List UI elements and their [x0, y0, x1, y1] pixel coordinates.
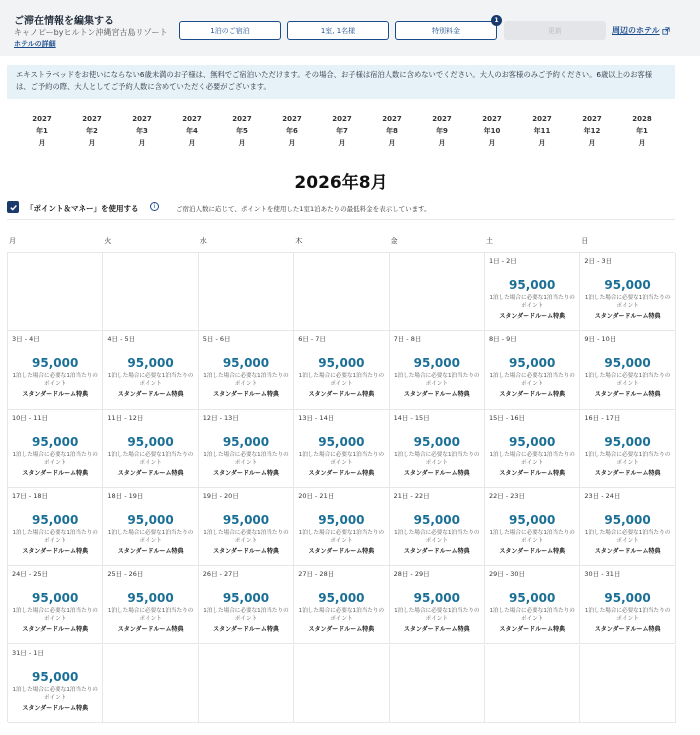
calendar-empty-cell [580, 645, 675, 723]
stay-date-range: 9日 - 10日 [584, 335, 617, 344]
calendar-day-cell[interactable] [580, 410, 675, 488]
stay-date-range: 17日 - 18日 [12, 491, 49, 500]
calendar-day-cell[interactable] [199, 410, 294, 488]
points-per-night-note: 1泊した場合に必要な1泊当たりのポイント [12, 373, 98, 388]
weekday-label: 土 [486, 237, 493, 245]
points-per-night-note: 1泊した場合に必要な1泊当たりのポイント [298, 451, 385, 466]
nights-selector-label: 1泊のご宿泊 [210, 26, 250, 35]
weekday-label: 月 [9, 237, 16, 245]
points-price: 95,000 [32, 512, 79, 527]
stay-edit-title: ご滞在情報を編集する [14, 16, 114, 27]
stay-date-range: 31日 - 1日 [12, 648, 44, 657]
room-type-label: スタンダードルーム特典 [403, 391, 470, 399]
points-price: 95,000 [604, 434, 651, 449]
points-price: 95,000 [32, 669, 79, 684]
nearby-hotels-link[interactable] [612, 25, 670, 36]
calendar-day-cell[interactable] [580, 331, 675, 409]
stay-date-range: 8日 - 9日 [489, 335, 517, 344]
points-price: 95,000 [127, 356, 174, 371]
external-link-icon [662, 27, 670, 35]
month-nav-year: 2027 [282, 115, 302, 123]
month-navigation [22, 113, 672, 153]
stay-date-range: 23日 - 24日 [584, 491, 621, 500]
room-type-label: スタンダードルーム特典 [403, 626, 470, 634]
stay-edit-bar [0, 0, 700, 56]
room-type-label: スタンダードルーム特典 [308, 547, 375, 555]
month-nav-suffix: 月 [238, 139, 246, 147]
points-per-night-note: 1泊した場合に必要な1泊当たりのポイント [12, 686, 98, 701]
month-nav-item[interactable] [222, 113, 262, 149]
month-nav-suffix: 月 [88, 139, 96, 147]
calendar-day-cell[interactable] [294, 410, 389, 488]
room-type-label: スタンダードルーム特典 [117, 547, 184, 555]
points-price: 95,000 [604, 278, 651, 292]
month-nav-month: 年2 [86, 127, 98, 135]
room-type-label: スタンダードルーム特典 [213, 547, 279, 555]
calendar-day-cell[interactable] [294, 566, 389, 644]
month-nav-year: 2028 [632, 115, 652, 123]
points-per-night-note: 1泊した場合に必要な1泊当たりのポイント [12, 451, 98, 466]
points-per-night-note: 1泊した場合に必要な1泊当たりのポイント [394, 451, 480, 466]
month-nav-item[interactable] [472, 113, 512, 149]
calendar-day-cell[interactable] [485, 566, 580, 644]
month-nav-year: 2027 [382, 115, 402, 123]
calendar-day-cell[interactable] [103, 331, 198, 409]
calendar-day-cell[interactable] [199, 566, 294, 644]
points-price: 95,000 [318, 356, 365, 371]
room-type-label: スタンダードルーム特典 [499, 547, 566, 555]
calendar-day-cell[interactable] [8, 410, 103, 488]
room-type-label: スタンダードルーム特典 [117, 626, 184, 634]
stay-date-range: 26日 - 27日 [202, 570, 239, 579]
points-price: 95,000 [509, 512, 556, 527]
month-nav-item[interactable] [572, 113, 612, 149]
stay-date-range: 7日 - 8日 [393, 335, 422, 344]
points-per-night-note: 1泊した場合に必要な1泊当たりのポイント [203, 529, 289, 544]
month-nav-year: 2027 [232, 115, 252, 123]
room-type-label: スタンダードルーム特典 [403, 547, 470, 555]
points-per-night-note: 1泊した場合に必要な1泊当たりのポイント [584, 529, 671, 544]
month-nav-month: 年7 [336, 127, 348, 135]
points-money-checkbox[interactable] [7, 201, 19, 213]
nights-selector-button[interactable] [179, 21, 281, 40]
stay-date-range: 5日 - 6日 [202, 335, 231, 344]
calendar-day-cell[interactable] [103, 566, 198, 644]
month-nav-item[interactable] [522, 113, 562, 149]
calendar-empty-cell [294, 253, 389, 331]
points-price: 95,000 [509, 356, 556, 371]
calendar-day-cell[interactable] [103, 410, 198, 488]
points-price: 95,000 [509, 434, 556, 449]
points-per-night-note: 1泊した場合に必要な1泊当たりのポイント [584, 608, 671, 623]
room-type-label: スタンダードルーム特典 [594, 626, 661, 634]
stay-date-range: 19日 - 20日 [202, 491, 239, 500]
points-per-night-note: 1泊した場合に必要な1泊当たりのポイント [298, 373, 385, 388]
points-per-night-note: 1泊した場合に必要な1泊当たりのポイント [298, 608, 385, 623]
month-nav-item[interactable] [422, 113, 462, 149]
calendar-day-cell[interactable] [580, 253, 675, 331]
calendar-day-cell[interactable] [8, 566, 103, 644]
rooms-guests-label: 1室, 1名様 [320, 26, 356, 35]
month-nav-suffix: 月 [488, 139, 496, 147]
room-type-label: スタンダードルーム特典 [594, 547, 661, 555]
points-price: 95,000 [604, 356, 651, 371]
month-nav-year: 2027 [482, 115, 502, 123]
stay-date-range: 3日 - 4日 [12, 335, 40, 344]
calendar-empty-cell [199, 645, 294, 723]
month-nav-suffix: 月 [338, 139, 346, 147]
hotel-name: キャノピーbyヒルトン沖縄宮古島リゾート [14, 28, 168, 37]
points-price: 95,000 [127, 434, 174, 449]
month-nav-item[interactable] [372, 113, 412, 149]
special-rate-button[interactable] [395, 17, 499, 40]
points-price: 95,000 [32, 591, 79, 606]
month-nav-item[interactable] [72, 113, 112, 149]
points-per-night-note: 1泊した場合に必要な1泊当たりのポイント [489, 373, 575, 388]
calendar-day-cell[interactable] [294, 488, 389, 566]
calendar-empty-cell [485, 645, 580, 723]
room-type-label: スタンダードルーム特典 [22, 391, 89, 399]
month-nav-year: 2027 [582, 115, 602, 123]
stay-date-range: 28日 - 29日 [393, 570, 430, 579]
points-per-night-note: 1泊した場合に必要な1泊当たりのポイント [394, 529, 480, 544]
points-per-night-note: 1泊した場合に必要な1泊当たりのポイント [489, 295, 575, 309]
points-per-night-note: 1泊した場合に必要な1泊当たりのポイント [394, 608, 480, 623]
points-price: 95,000 [509, 591, 556, 606]
stay-date-range: 22日 - 23日 [489, 491, 526, 500]
points-price: 95,000 [509, 278, 556, 292]
month-nav-year: 2027 [182, 115, 202, 123]
room-type-label: スタンダードルーム特典 [594, 313, 661, 320]
calendar-day-cell[interactable] [390, 331, 485, 409]
month-nav-item[interactable] [272, 113, 312, 149]
month-nav-item[interactable] [322, 113, 362, 149]
month-nav-month: 年1 [636, 127, 648, 135]
points-per-night-note: 1泊した場合に必要な1泊当たりのポイント [107, 529, 194, 544]
room-type-label: スタンダードルーム特典 [499, 469, 566, 477]
points-per-night-note: 1泊した場合に必要な1泊当たりのポイント [489, 451, 575, 466]
points-price: 95,000 [318, 591, 365, 606]
points-per-night-note: 1泊した場合に必要な1泊当たりのポイント [107, 608, 194, 623]
month-nav-suffix: 月 [388, 139, 396, 147]
room-type-label: スタンダードルーム特典 [403, 469, 470, 477]
points-per-night-note: 1泊した場合に必要な1泊当たりのポイント [203, 373, 289, 388]
month-nav-suffix: 月 [38, 139, 46, 147]
points-price: 95,000 [32, 356, 79, 371]
stay-date-range: 12日 - 13日 [202, 413, 239, 422]
points-per-night-note: 1泊した場合に必要な1泊当たりのポイント [489, 529, 575, 544]
points-price: 95,000 [222, 512, 270, 527]
points-per-night-note: 1泊した場合に必要な1泊当たりのポイント [584, 373, 671, 388]
month-nav-item[interactable] [122, 113, 162, 149]
month-nav-item[interactable] [172, 113, 212, 149]
points-price: 95,000 [413, 356, 460, 371]
stay-date-range: 10日 - 11日 [12, 413, 49, 422]
points-price: 95,000 [413, 434, 460, 449]
room-type-label: スタンダードルーム特典 [308, 469, 375, 477]
calendar-day-cell[interactable] [390, 566, 485, 644]
month-nav-year: 2027 [332, 115, 352, 123]
stay-date-range: 21日 - 22日 [393, 491, 430, 500]
stay-date-range: 6日 - 7日 [298, 335, 326, 344]
stay-date-range: 13日 - 14日 [298, 413, 335, 422]
points-per-night-note: 1泊した場合に必要な1泊当たりのポイント [394, 373, 480, 388]
month-nav-year: 2027 [132, 115, 152, 123]
update-button-label: 更新 [548, 26, 562, 35]
month-nav-suffix: 月 [188, 139, 196, 147]
stay-date-range: 18日 - 19日 [107, 491, 144, 500]
month-nav-item[interactable] [22, 113, 62, 149]
month-nav-item[interactable] [622, 113, 662, 149]
calendar-day-cell[interactable] [390, 488, 485, 566]
room-type-label: スタンダードルーム特典 [308, 391, 375, 399]
special-rate-count-badge: 1 [491, 15, 502, 26]
stay-date-range: 30日 - 31日 [584, 570, 621, 579]
room-type-label: スタンダードルーム特典 [308, 626, 375, 634]
points-price: 95,000 [413, 512, 460, 527]
calendar-day-cell[interactable] [199, 488, 294, 566]
room-type-label: スタンダードルーム特典 [499, 391, 566, 399]
points-price: 95,000 [127, 591, 174, 606]
special-rate-label: 特別料金 [432, 26, 460, 35]
month-nav-month: 年8 [386, 127, 398, 135]
room-type-label: スタンダードルーム特典 [594, 391, 661, 399]
points-price: 95,000 [222, 356, 270, 371]
calendar-day-cell[interactable] [294, 331, 389, 409]
stay-date-range: 2日 - 3日 [584, 257, 613, 265]
points-price: 95,000 [604, 591, 651, 606]
calendar-grid [7, 252, 675, 722]
calendar-day-cell[interactable] [8, 331, 103, 409]
month-nav-year: 2027 [32, 115, 52, 123]
room-type-label: スタンダードルーム特典 [117, 469, 184, 477]
room-type-label: スタンダードルーム特典 [117, 391, 184, 399]
stay-date-range: 15日 - 16日 [489, 413, 526, 422]
child-policy-banner: エキストラベッドをお使いにならない6歳未満のお子様は、無料でご宿泊いただけます。その場合、お子様は宿泊人数に含めないでください。大人のお客様のみご予約ください。6歳以上のお客様は、ご予約の際、大人としてご予約人数に含めていただく必要がございます。 [7, 65, 675, 99]
weekday-label: 火 [104, 237, 112, 245]
month-nav-year: 2027 [532, 115, 552, 123]
calendar-empty-cell [390, 645, 485, 723]
points-money-label: 「ポイント＆マネー」を使用する [26, 204, 139, 213]
points-money-description: ご宿泊人数に応じて、ポイントを使用した1室1泊あたりの最低料金を表示しています。 [176, 205, 431, 213]
calendar-day-cell[interactable] [580, 488, 675, 566]
calendar-day-cell[interactable] [485, 253, 580, 331]
stay-date-range: 1日 - 2日 [489, 257, 517, 265]
points-price: 95,000 [127, 512, 174, 527]
points-per-night-note: 1泊した場合に必要な1泊当たりのポイント [12, 608, 98, 623]
stay-date-range: 4日 - 5日 [107, 335, 136, 344]
calendar-empty-cell [199, 253, 294, 331]
rooms-guests-selector-button[interactable] [287, 21, 389, 40]
calendar-day-cell[interactable] [485, 410, 580, 488]
month-nav-month: 年5 [236, 127, 248, 135]
weekday-label: 金 [390, 237, 398, 245]
room-type-label: スタンダードルーム特典 [22, 469, 89, 477]
stay-date-range: 16日 - 17日 [584, 413, 621, 422]
calendar-day-cell[interactable] [390, 410, 485, 488]
month-nav-month: 年11 [533, 127, 551, 135]
points-price: 95,000 [318, 434, 365, 449]
month-nav-suffix: 月 [588, 139, 596, 147]
stay-date-range: 14日 - 15日 [393, 413, 430, 422]
calendar-empty-cell [8, 253, 103, 331]
info-icon[interactable]: i [150, 202, 159, 211]
calendar-day-cell[interactable] [580, 566, 675, 644]
weekday-label: 木 [295, 237, 303, 245]
month-nav-month: 年9 [436, 127, 448, 135]
points-per-night-note: 1泊した場合に必要な1泊当たりのポイント [489, 608, 575, 623]
month-nav-suffix: 月 [288, 139, 296, 147]
room-type-label: スタンダードルーム特典 [213, 391, 279, 399]
room-type-label: スタンダードルーム特典 [499, 313, 566, 320]
points-per-night-note: 1泊した場合に必要な1泊当たりのポイント [203, 608, 289, 623]
month-nav-suffix: 月 [538, 139, 546, 147]
points-price: 95,000 [604, 512, 651, 527]
weekday-label: 水 [199, 237, 207, 245]
points-per-night-note: 1泊した場合に必要な1泊当たりのポイント [584, 295, 671, 309]
points-price: 95,000 [222, 434, 270, 449]
calendar-day-cell[interactable] [8, 488, 103, 566]
calendar-empty-cell [103, 253, 198, 331]
month-nav-suffix: 月 [138, 139, 146, 147]
checkmark-icon [9, 203, 18, 212]
points-per-night-note: 1泊した場合に必要な1泊当たりのポイント [584, 451, 671, 466]
stay-date-range: 27日 - 28日 [298, 570, 335, 579]
hotel-details-link[interactable]: ホテルの詳細 [14, 40, 56, 48]
room-type-label: スタンダードルーム特典 [499, 626, 566, 634]
calendar-day-cell[interactable] [103, 488, 198, 566]
room-type-label: スタンダードルーム特典 [22, 626, 89, 634]
stay-date-range: 20日 - 21日 [298, 491, 335, 500]
room-type-label: スタンダードルーム特典 [22, 547, 89, 555]
points-price: 95,000 [32, 434, 79, 449]
room-type-label: スタンダードルーム特典 [213, 469, 279, 477]
month-nav-month: 年1 [36, 127, 48, 135]
points-per-night-note: 1泊した場合に必要な1泊当たりのポイント [107, 373, 194, 388]
calendar-empty-cell [294, 645, 389, 723]
weekday-label: 日 [581, 237, 589, 245]
points-per-night-note: 1泊した場合に必要な1泊当たりのポイント [203, 451, 289, 466]
stay-date-range: 24日 - 25日 [12, 570, 49, 579]
month-nav-month: 年6 [286, 127, 298, 135]
calendar-month-title: 2026年8月 [294, 173, 388, 193]
calendar-day-cell[interactable] [8, 645, 103, 723]
update-button[interactable] [504, 21, 606, 40]
calendar-day-cell[interactable] [485, 488, 580, 566]
stay-date-range: 11日 - 12日 [107, 413, 144, 422]
month-nav-suffix: 月 [438, 139, 446, 147]
calendar-day-cell[interactable] [199, 331, 294, 409]
month-nav-month: 年3 [136, 127, 148, 135]
calendar-empty-cell [390, 253, 485, 331]
weekday-header-row [7, 236, 675, 246]
nearby-hotels-label: 周辺のホテル [612, 26, 660, 35]
month-nav-month: 年4 [186, 127, 198, 135]
stay-date-range: 25日 - 26日 [107, 570, 144, 579]
points-price: 95,000 [318, 512, 365, 527]
room-type-label: スタンダードルーム特典 [594, 469, 661, 477]
month-nav-month: 年10 [483, 127, 501, 135]
month-nav-suffix: 月 [638, 139, 646, 147]
points-per-night-note: 1泊した場合に必要な1泊当たりのポイント [298, 529, 385, 544]
month-nav-month: 年12 [583, 127, 601, 135]
points-price: 95,000 [413, 591, 460, 606]
room-type-label: スタンダードルーム特典 [213, 626, 279, 634]
points-money-toggle-row [7, 200, 675, 220]
stay-date-range: 29日 - 30日 [489, 570, 526, 579]
calendar-empty-cell [103, 645, 198, 723]
room-type-label: スタンダードルーム特典 [22, 704, 89, 712]
calendar-day-cell[interactable] [485, 331, 580, 409]
points-per-night-note: 1泊した場合に必要な1泊当たりのポイント [107, 451, 194, 466]
points-per-night-note: 1泊した場合に必要な1泊当たりのポイント [12, 529, 98, 544]
points-price: 95,000 [222, 591, 270, 606]
month-nav-year: 2027 [432, 115, 452, 123]
month-nav-year: 2027 [82, 115, 102, 123]
